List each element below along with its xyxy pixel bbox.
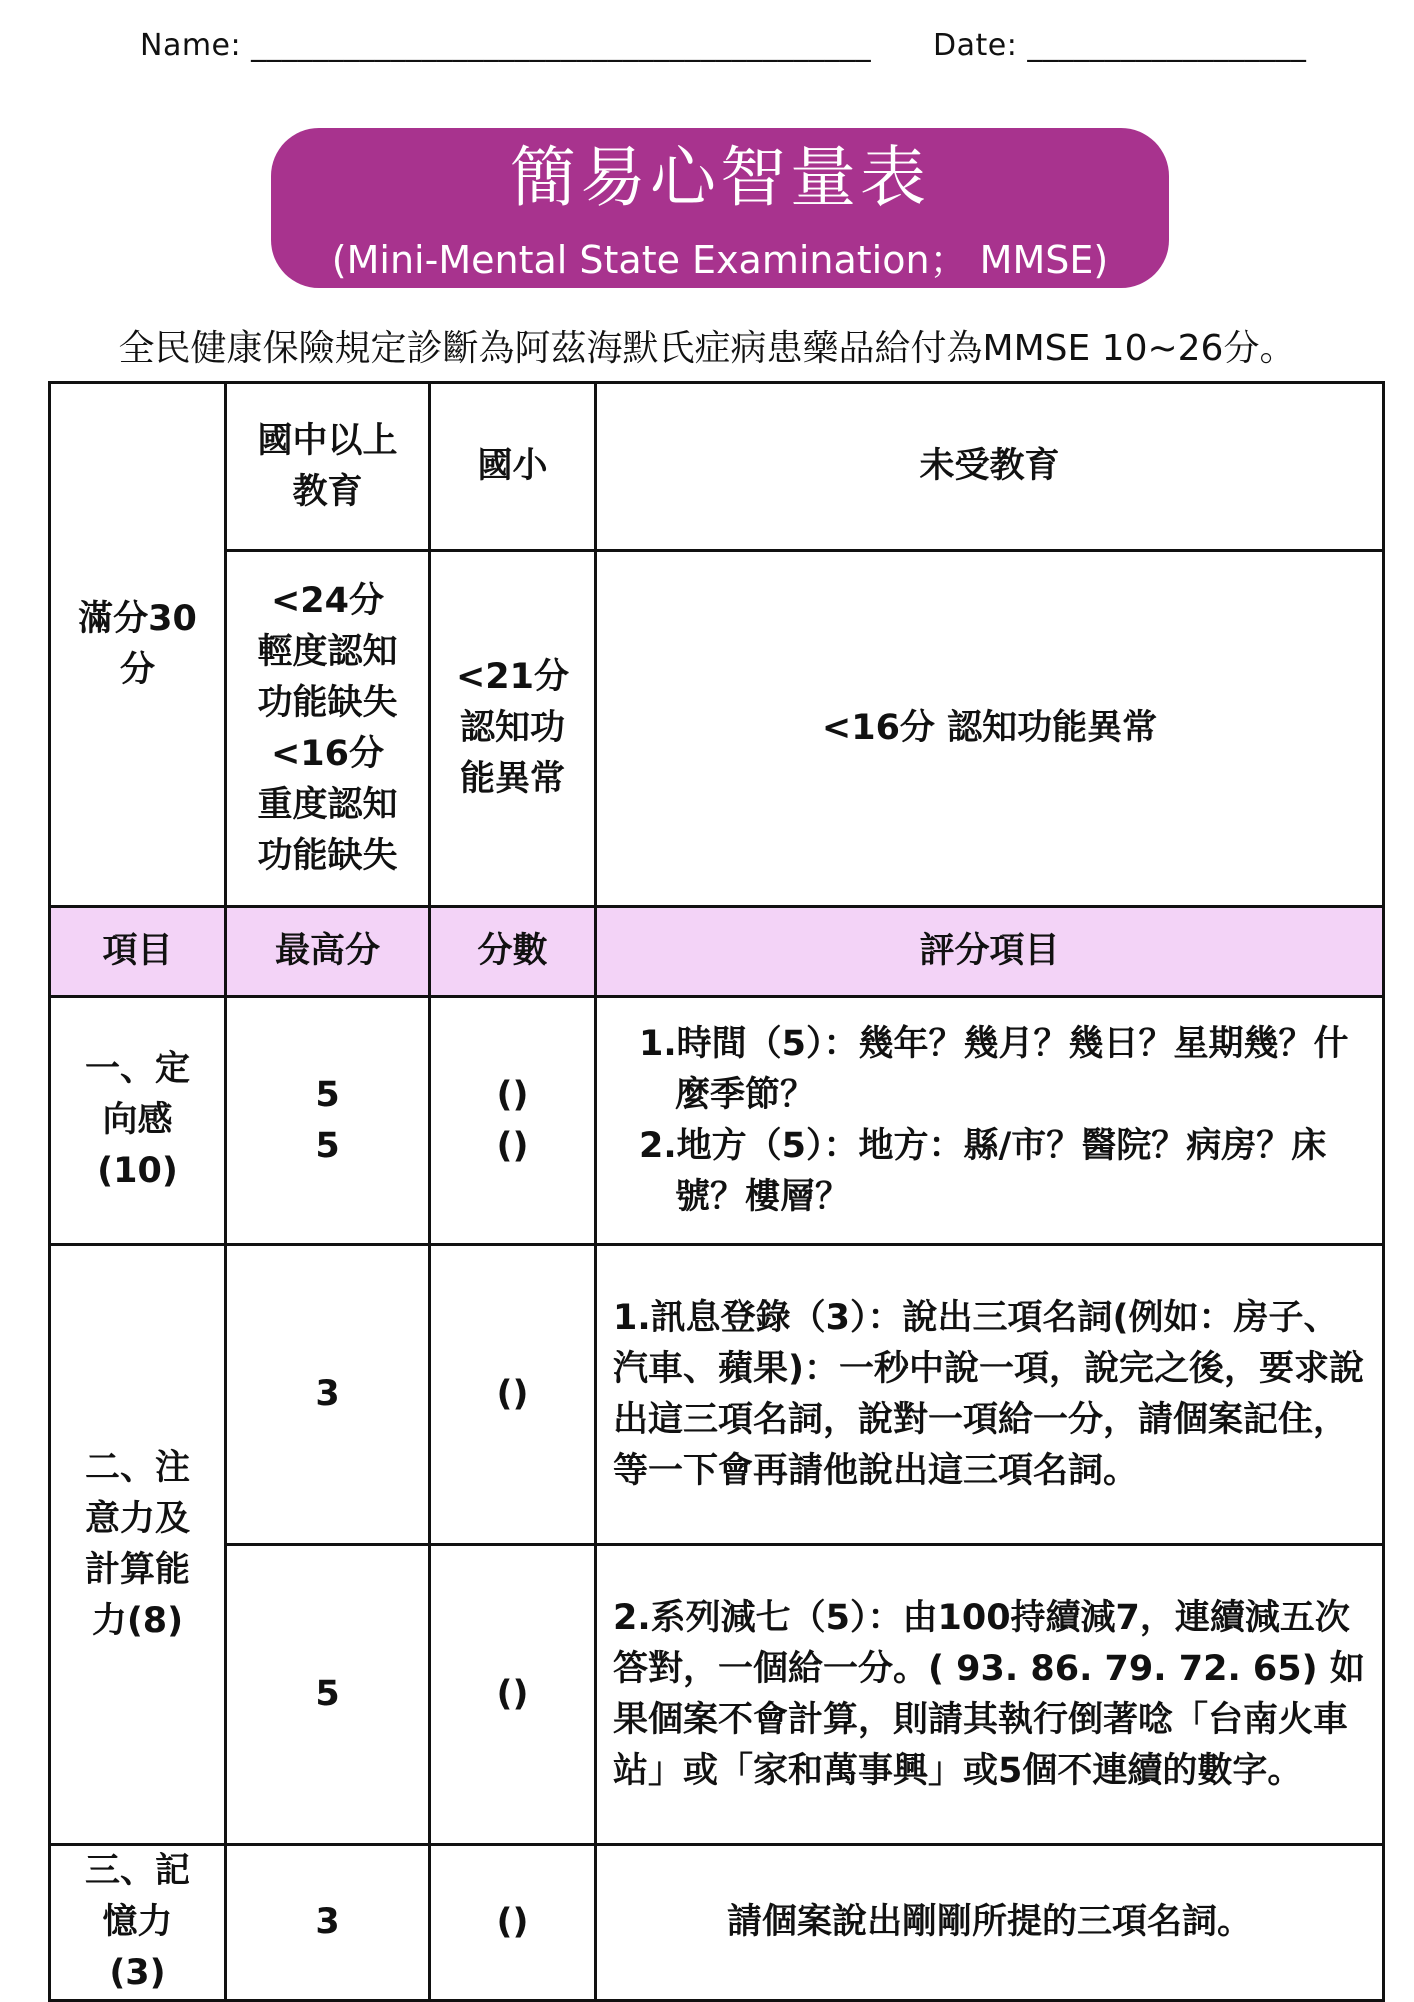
col-high-school-label: 國中以上教育 <box>257 420 398 512</box>
score-blank: () <box>430 1545 596 1845</box>
threshold-values-row <box>50 551 1384 907</box>
col-none: 未受教育 <box>596 383 1384 551</box>
score-cell <box>430 997 596 1245</box>
col-high-school <box>226 383 430 551</box>
col-elementary: 國小 <box>430 383 596 551</box>
max-score-value: 5 <box>315 1074 340 1115</box>
header-max-score: 最高分 <box>226 907 430 997</box>
header-criteria: 評分項目 <box>596 907 1384 997</box>
threshold-header-row <box>50 383 1384 551</box>
mmse-table <box>48 381 1385 2002</box>
item-memory <box>50 1845 226 2001</box>
item-attention-label: 二、注意力及計算能力(8) <box>84 1447 190 1641</box>
table-header-row <box>50 907 1384 997</box>
item-attention <box>50 1245 226 1845</box>
max-score-cell: 3 <box>226 1245 430 1545</box>
score-blank: () <box>430 1245 596 1545</box>
full-score-cell <box>50 383 226 907</box>
header-item: 項目 <box>50 907 226 997</box>
page-subtitle-english: (Mini-Mental State Examination； MMSE) <box>331 238 1109 282</box>
name-field-line: Name: ________________________________________ <box>140 28 872 63</box>
elementary-cutoff <box>430 551 596 907</box>
high-school-cutoffs <box>226 551 430 907</box>
item-orientation-label: 一、定向感(10) <box>84 1049 190 1191</box>
item-memory-label: 三、記憶力(3) <box>84 1851 190 1993</box>
score-blank: () <box>430 1845 596 2001</box>
high-school-severe: <16分 重度認知功能缺失 <box>257 733 398 876</box>
item-orientation <box>50 997 226 1245</box>
criteria-place: 2.地方（5）：地方：縣/市？醫院？病房？床號？樓層？ <box>639 1125 1327 1217</box>
max-score-cell: 5 <box>226 1545 430 1845</box>
max-score-value: 5 <box>315 1125 340 1166</box>
table-row <box>50 1245 1384 1545</box>
max-score-cell <box>226 997 430 1245</box>
table-row <box>50 1545 1384 1845</box>
criteria-registration: 1.訊息登錄（3）：說出三項名詞(例如：房子、汽車、蘋果)：一秒中說一項，說完之後，要求說出這三項名詞，說對一項給一分，請個案記住，等一下會再請他說出這三項名詞。 <box>596 1245 1384 1545</box>
high-school-mild: <24分 輕度認知功能缺失 <box>257 580 398 723</box>
full-score-label: 滿分30分 <box>78 598 197 690</box>
table-row <box>50 997 1384 1245</box>
title-banner <box>271 128 1169 288</box>
header-score: 分數 <box>430 907 596 997</box>
max-score-cell: 3 <box>226 1845 430 2001</box>
page-title: 簡易心智量表 <box>510 139 930 216</box>
insurance-note: 全民健康保險規定診斷為阿茲海默氏症病患藥品給付為MMSE 10~26分。 <box>118 328 1296 369</box>
criteria-time: 1.時間（5）：幾年？幾月？幾日？星期幾？什麼季節？ <box>639 1023 1349 1115</box>
criteria-serial-sevens: 2.系列減七（5）：由100持續減7，連續減五次答對，一個給一分。( 93. 86. 79. 72. 65) 如果個案不會計算，則請其執行倒著唸「台南火車站」或「家和萬事興」或5個不連續的數字。 <box>596 1545 1384 1845</box>
date-field-line: Date: __________________ <box>933 28 1307 63</box>
score-blank: () <box>496 1125 529 1166</box>
table-row <box>50 1845 1384 2001</box>
criteria-cell <box>596 997 1384 1245</box>
none-cutoff: <16分 認知功能異常 <box>596 551 1384 907</box>
elementary-cutoff-text: <21分 認知功能異常 <box>455 657 570 799</box>
criteria-recall: 請個案說出剛剛所提的三項名詞。 <box>596 1845 1384 2001</box>
score-blank: () <box>496 1074 529 1115</box>
